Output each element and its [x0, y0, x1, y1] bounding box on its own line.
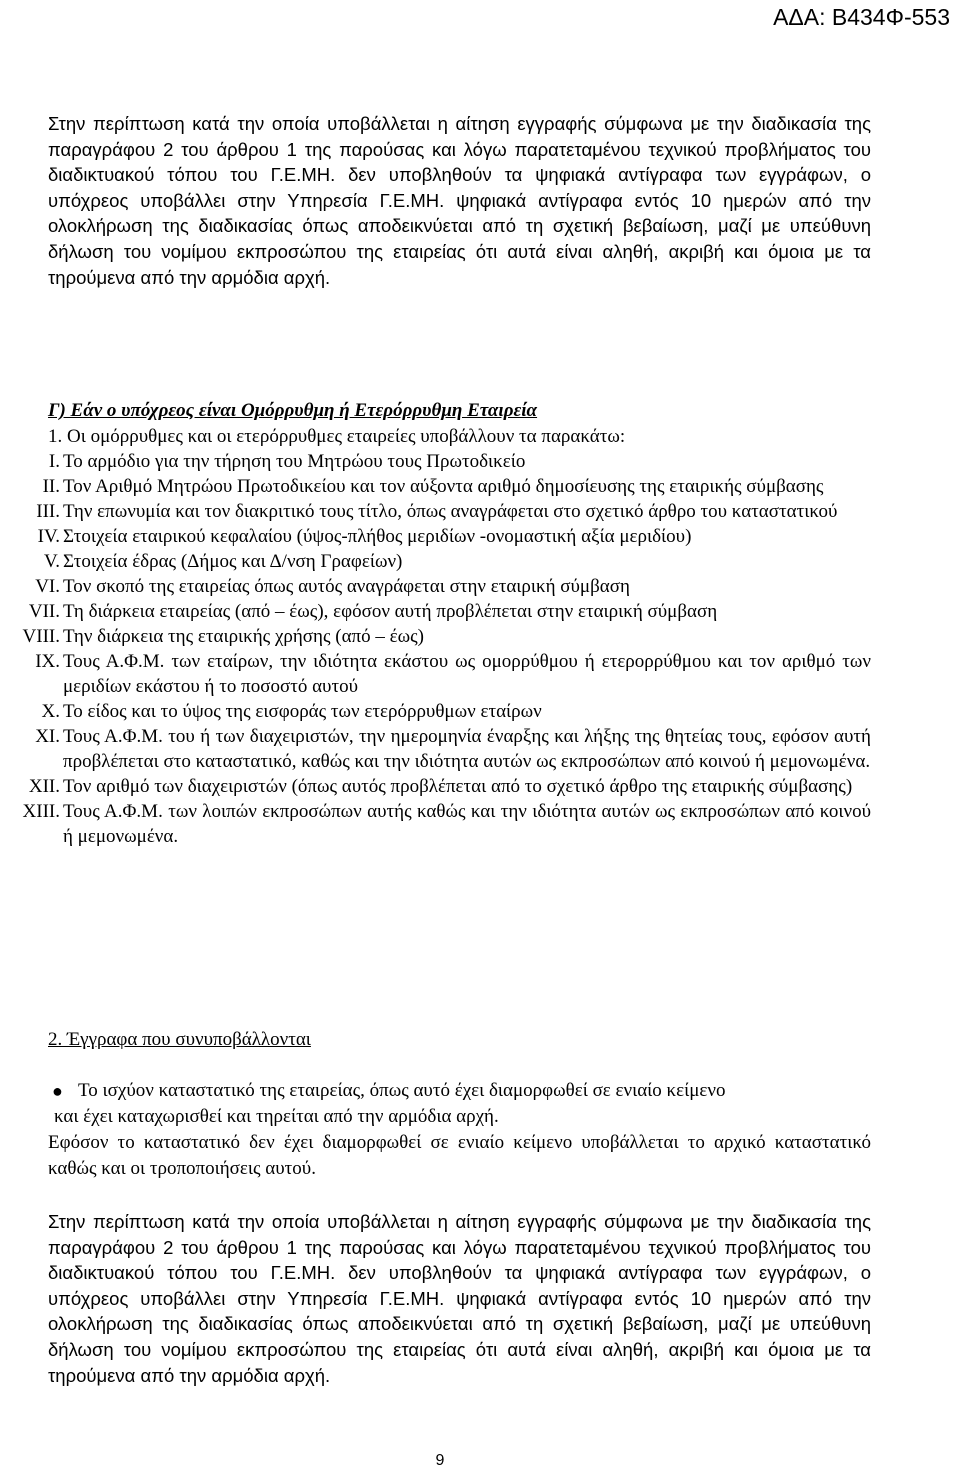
list-item-number: VII. [28, 601, 60, 622]
list-item-number: V. [43, 551, 60, 572]
list-item [0, 699, 871, 724]
list-item-number: I. [48, 451, 60, 472]
list-item [0, 599, 871, 624]
bullet-item-statute [48, 1078, 871, 1130]
list-item-text: Τους Α.Φ.Μ. του ή των διαχειριστών, την ημερομηνία έναρξης και λήξης της θητείας τους, εφόσον αυτή προβλέπεται στο καταστατικό, καθώς και την ιδιότητα αυτών ως εκπροσώπων από κοινού ή μεμονωμένα. [63, 726, 871, 772]
list-item-text: Τη διάρκεια εταιρείας (από – έως), εφόσον αυτή προβλέπεται στην εταιρική σύμβαση [63, 601, 718, 622]
list-item [0, 799, 871, 849]
list-item-number: XII. [28, 776, 60, 797]
requirements-list [0, 449, 871, 849]
list-item [0, 574, 871, 599]
paragraph-technical-problem-2: Στην περίπτωση κατά την οποία υποβάλλεται η αίτηση εγγραφής σύμφωνα με την διαδικασία της παραγράφου 2 του άρθρου 1 της παρούσας και λόγω παρατεταμένου τεχνικού προβλήματος του διαδικτυακού τόπου του Γ.Ε.ΜΗ. δεν υποβληθούν τα ψηφιακά αντίγραφα των εγγράφων, ο υπόχρεος υποβάλλει στην Υπηρεσία Γ.Ε.ΜΗ. ψηφιακά αντίγραφα εντός 10 ημερών από την ολοκλήρωση της διαδικασίας όπως αποδεικνύεται από τη σχετική βεβαίωση, μαζί με υπεύθυνη δήλωση του νομίμου εκπροσώπου της εταιρείας ότι αυτά είναι αληθή, ακριβή και όμοια με τα τηρούμενα από την αρμόδια αρχή. [48, 1211, 871, 1386]
list-item-text: Το αρμόδιο για την τήρηση του Μητρώου τους Πρωτοδικείο [63, 451, 526, 472]
list-item [0, 474, 871, 499]
list-item [0, 624, 871, 649]
list-item-text: Τους Α.Φ.Μ. των λοιπών εκπροσώπων αυτής καθώς και την ιδιότητα αυτών ως εκπροσώπων από κοινού ή μεμονωμένα. [63, 801, 871, 847]
list-item-number: IV. [37, 526, 60, 547]
list-item [0, 524, 871, 549]
list-item-text: Το είδος και το ύψος της εισφοράς των ετερόρρυθμων εταίρων [63, 701, 542, 722]
list-item [0, 649, 871, 699]
list-item-number: III. [36, 501, 60, 522]
section-2-heading: 2. Έγγραφα που συνυποβάλλονται [48, 1029, 311, 1050]
list-item-number: X. [41, 701, 60, 722]
list-item [0, 449, 871, 474]
list-item-text: Την διάρκεια της εταιρικής χρήσης (από – έως) [63, 626, 424, 647]
paragraph-technical-problem: Στην περίπτωση κατά την οποία υποβάλλεται η αίτηση εγγραφής σύμφωνα με την διαδικασία της παραγράφου 2 του άρθρου 1 της παρούσας και λόγω παρατεταμένου τεχνικού προβλήματος του διαδικτυακού τόπου του Γ.Ε.ΜΗ. δεν υποβληθούν τα ψηφιακά αντίγραφα των εγγράφων, ο υπόχρεος υποβάλλει στην Υπηρεσία Γ.Ε.ΜΗ. ψηφιακά αντίγραφα εντός 10 ημερών από την ολοκλήρωση της διαδικασίας όπως αποδεικνύεται από τη σχετική βεβαίωση, μαζί με υπεύθυνη δήλωση του νομίμου εκπροσώπου της εταιρείας ότι αυτά είναι αληθή, ακριβή και όμοια με τα τηρούμενα από την αρμόδια αρχή. [48, 113, 871, 288]
list-item-text: Τους Α.Φ.Μ. των εταίρων, την ιδιότητα εκάστου ως ομορρύθμου ή ετερορρύθμου και τον αριθμό των μεριδίων εκάστου ή το ποσοστό αυτού [63, 651, 871, 697]
list-item-text: Τον Αριθμό Μητρώου Πρωτοδικείου και τον αύξοντα αριθμό δημοσίευσης της εταιρικής σύμβασης [63, 476, 824, 497]
list-item-number: XI. [35, 726, 60, 747]
list-item-text: Στοιχεία έδρας (Δήμος και Δ/νση Γραφείων) [63, 551, 403, 572]
list-item-number: II. [42, 476, 60, 497]
paragraph-statute-alternative: Εφόσον το καταστατικό δεν έχει διαμορφωθεί σε ενιαίο κείμενο υποβάλλεται το αρχικό καταστατικό καθώς και οι τροποποιήσεις αυτού. [48, 1132, 871, 1179]
list-item [0, 499, 871, 524]
bullet-dot-icon: ● [52, 1081, 63, 1101]
ada-code: ΑΔΑ: Β434Φ-553 [773, 4, 950, 30]
list-item-number: VIII. [22, 626, 60, 647]
list-item-number: IX. [35, 651, 60, 672]
list-item-text: Τον σκοπό της εταιρείας όπως αυτός αναγράφεται στην εταιρική σύμβαση [63, 576, 630, 597]
list-item [0, 724, 871, 774]
page-number: 9 [435, 1452, 445, 1469]
list-item [0, 549, 871, 574]
list-item-text: Τον αριθμό των διαχειριστών (όπως αυτός προβλέπεται από το σχετικό άρθρο της εταιρικής σύμβασης) [63, 776, 853, 797]
list-item-number: XIII. [22, 801, 60, 822]
list-item-text: Την επωνυμία και τον διακριτικό τους τίτλο, όπως αναγράφεται στο σχετικό άρθρο του καταστατικού [63, 501, 838, 522]
bullet-text-line-1: Το ισχύον καταστατικό της εταιρείας, όπως αυτό έχει διαμορφωθεί σε ενιαίο κείμενο [78, 1080, 726, 1101]
bullet-text-line-2: και έχει καταχωρισθεί και τηρείται από την αρμόδια αρχή. [54, 1106, 499, 1127]
section-g-intro: 1. Οι ομόρρυθμες και οι ετερόρρυθμες εταιρείες υποβάλλουν τα παρακάτω: [48, 426, 626, 447]
list-item-text: Στοιχεία εταιρικού κεφαλαίου (ύψος-πλήθος μεριδίων -ονομαστική αξία μεριδίου) [63, 526, 692, 547]
list-item [0, 774, 871, 799]
section-g-heading: Γ) Εάν ο υπόχρεος είναι Ομόρρυθμη ή Ετερόρρυθμη Εταιρεία [48, 400, 538, 421]
list-item-number: VI. [35, 576, 60, 597]
